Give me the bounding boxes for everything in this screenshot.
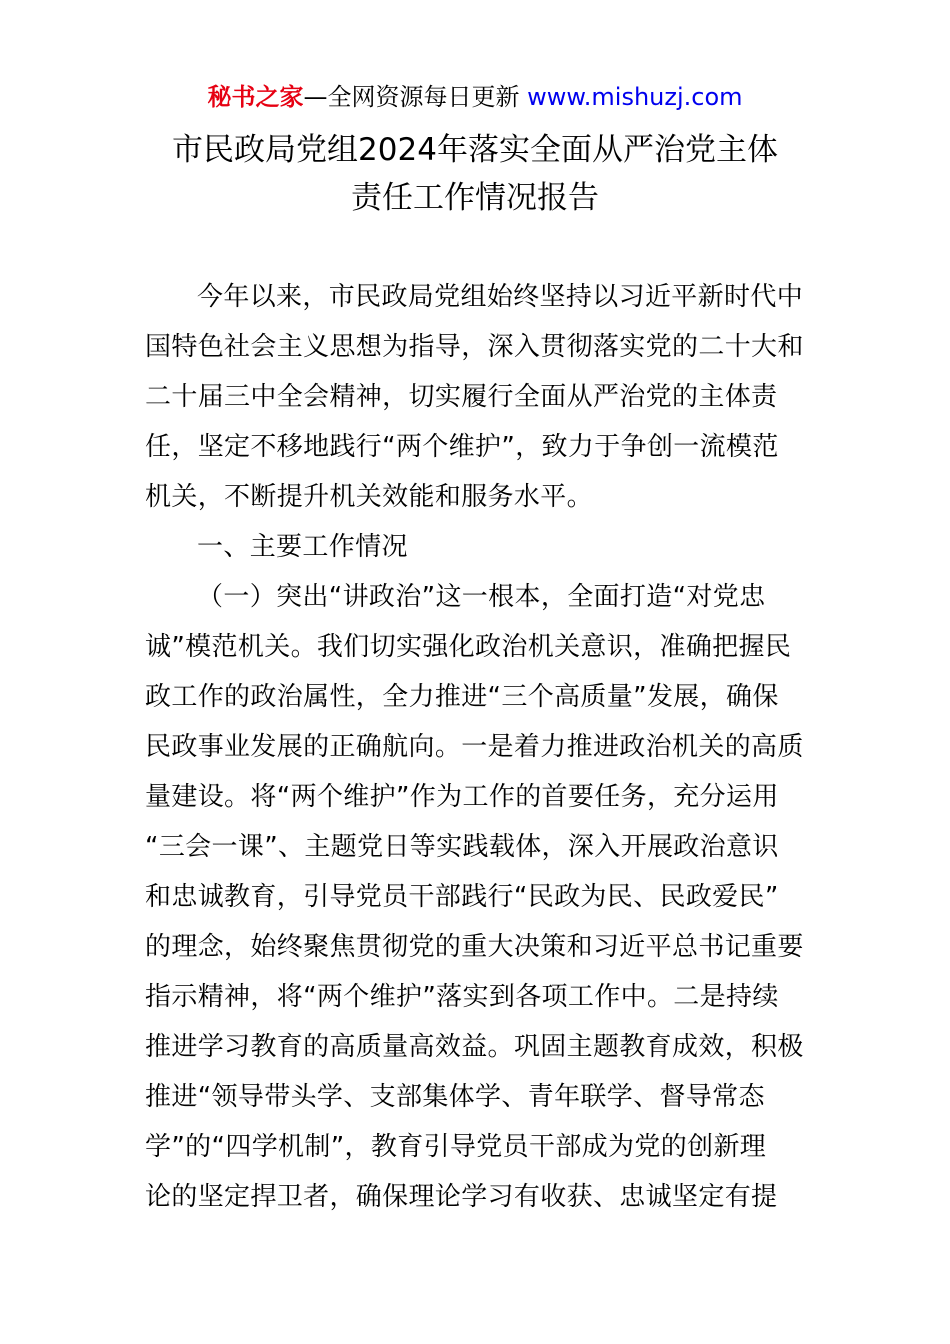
paragraph-line: 今年以来，市民政局党组始终坚持以习近平新时代中 (197, 282, 804, 312)
paragraph-line: 政工作的政治属性，全力推进“三个高质量”发展，确保 (145, 682, 779, 712)
site-tagline: —全网资源每日更新 (303, 83, 520, 111)
paragraph-line: 民政事业发展的正确航向。一是着力推进政治机关的高质 (145, 732, 804, 762)
paragraph-line: 二十届三中全会精神，切实履行全面从严治党的主体责 (145, 382, 778, 412)
site-brand: 秘书之家 (207, 83, 304, 111)
paragraph-line: 诚”模范机关。我们切实强化政治机关意识，准确把握民 (145, 632, 792, 662)
paragraph-line: 和忠诚教育，引导党员干部践行“民政为民、民政爱民” (145, 882, 779, 912)
section-heading: 一、主要工作情况 (197, 532, 408, 562)
paragraph-line: 任，坚定不移地践行“两个维护”，致力于争创一流模范 (145, 432, 779, 462)
paragraph-line: 指示精神，将“两个维护”落实到各项工作中。二是持续 (145, 982, 779, 1012)
paragraph-line: 的理念，始终聚焦贯彻党的重大决策和习近平总书记重要 (145, 932, 804, 962)
paragraph-line: （一）突出“讲政治”这一根本，全面打造“对党忠 (197, 582, 766, 612)
paragraph-line: 推进“领导带头学、支部集体学、青年联学、督导常态 (145, 1082, 765, 1112)
paragraph-line: 量建设。将“两个维护”作为工作的首要任务，充分运用 (145, 782, 779, 812)
paragraph-line: 学”的“四学机制”，教育引导党员干部成为党的创新理 (145, 1132, 767, 1162)
document-body (145, 272, 825, 1222)
paragraph-line: “三会一课”、主题党日等实践载体，深入开展政治意识 (145, 832, 779, 862)
site-banner (0, 80, 950, 114)
paragraph-line: 推进学习教育的高质量高效益。巩固主题教育成效，积极 (145, 1032, 804, 1062)
paragraph-line: 国特色社会主义思想为指导，深入贯彻落实党的二十大和 (145, 332, 804, 362)
document-title-line-1: 市民政局党组2024年落实全面从严治党主体 (172, 132, 778, 168)
document-title-line-2: 责任工作情况报告 (351, 180, 599, 216)
paragraph-line: 论的坚定捍卫者，确保理论学习有收获、忠诚坚定有提 (145, 1182, 778, 1212)
site-url-link[interactable]: www.mishuzj.com (527, 83, 743, 111)
paragraph-line: 机关，不断提升机关效能和服务水平。 (145, 482, 593, 512)
